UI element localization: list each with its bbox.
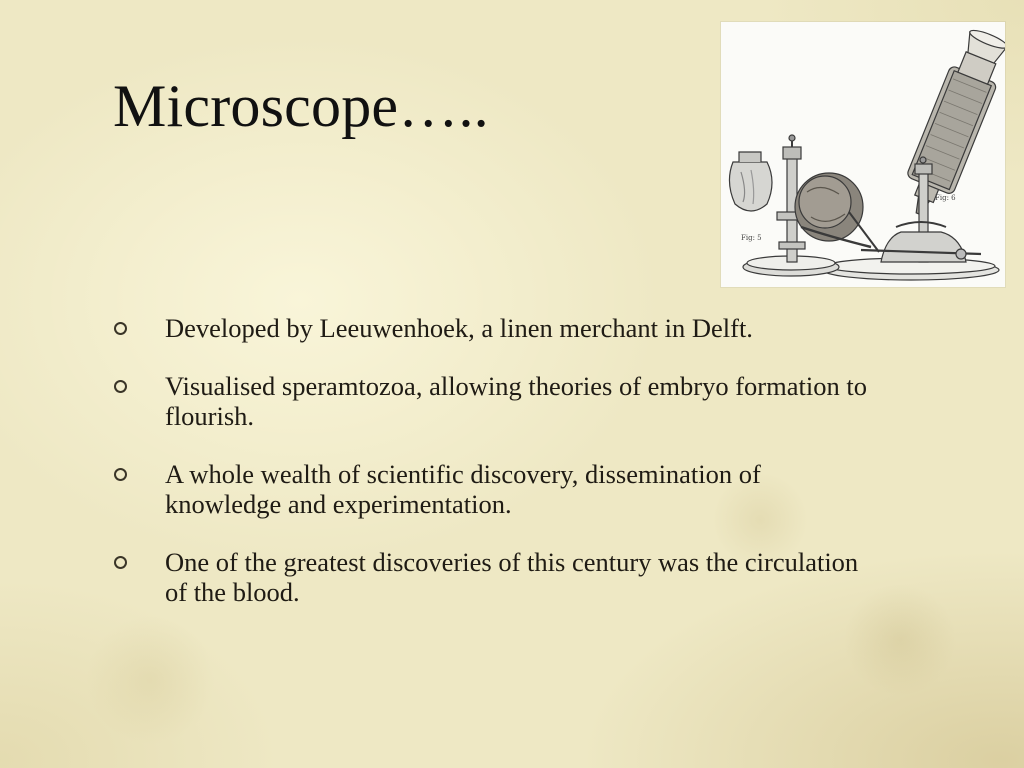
bullet-text: Visualised speramtozoa, allowing theories of embryo formation to flourish. bbox=[165, 371, 867, 431]
circle-bullet-icon bbox=[114, 322, 127, 335]
circle-bullet-icon bbox=[114, 556, 127, 569]
bullet-list bbox=[112, 313, 872, 635]
microscope-engraving-icon bbox=[721, 22, 1005, 287]
bullet-item bbox=[112, 371, 872, 431]
bullet-text: One of the greatest discoveries of this century was the circulation of the blood. bbox=[165, 547, 859, 607]
bullet-item bbox=[112, 313, 872, 343]
bullet-item bbox=[112, 459, 872, 519]
circle-bullet-icon bbox=[114, 380, 127, 393]
slide-title: Microscope….. bbox=[113, 73, 489, 139]
circle-bullet-icon bbox=[114, 468, 127, 481]
bullet-text: Developed by Leeuwenhoek, a linen merchant in Delft. bbox=[165, 313, 753, 343]
microscope-illustration bbox=[721, 22, 1005, 287]
bullet-item bbox=[112, 547, 872, 607]
figure-label-left: Fig: 5 bbox=[741, 234, 762, 242]
figure-label-right: Fig: 6 bbox=[935, 194, 956, 202]
bullet-text: A whole wealth of scientific discovery, dissemination of knowledge and experimentation. bbox=[165, 459, 761, 519]
